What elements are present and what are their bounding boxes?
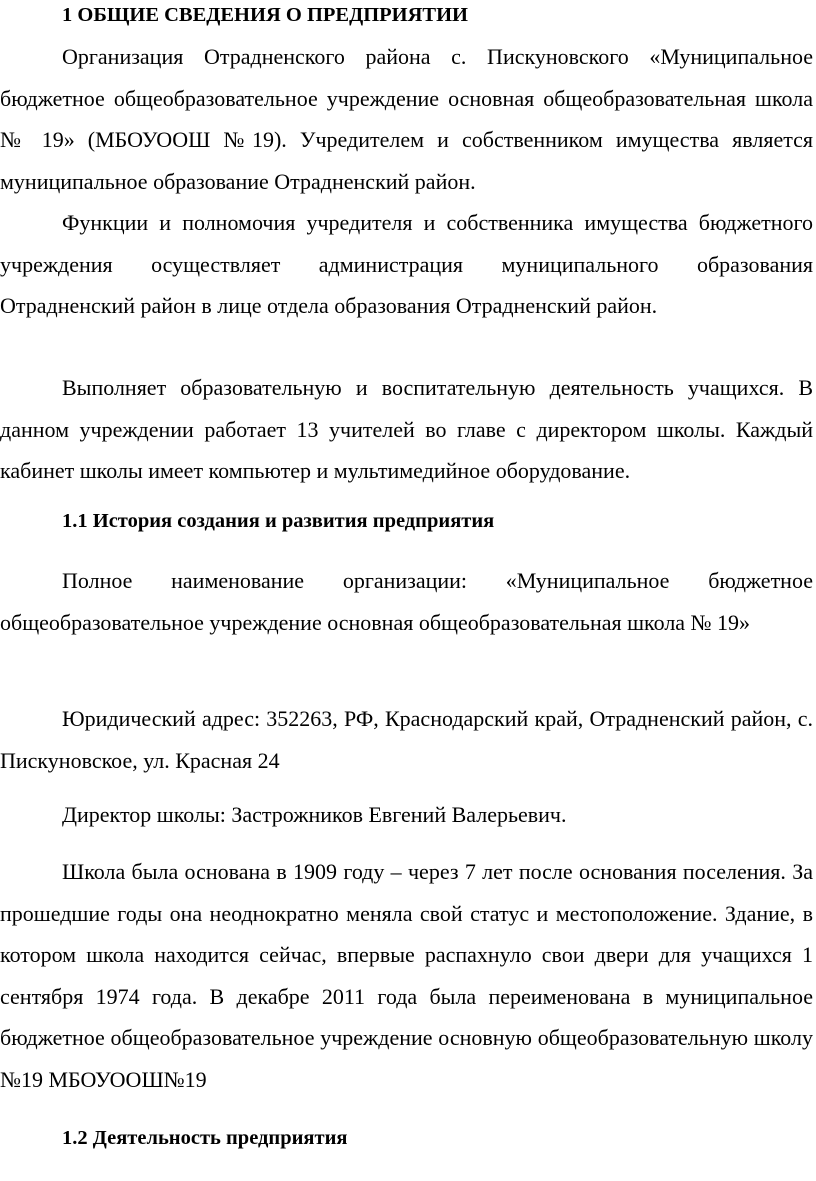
paragraph-director: Директор школы: Застрожников Евгений Валерьевич. [62, 802, 567, 827]
section-heading-activity: 1.2 Деятельность предприятия [62, 1127, 348, 1149]
paragraph-organization: Организация Отрадненского района с. Пискуновского «Муниципальное бюджетное общеобразовательное учреждение основная общеобразовательная школа № 19» (МБОУООШ №19). Учредителем и собственником имущества является муниципальное образование Отрадненский район. [0, 44, 813, 194]
paragraph-full-name: Полное наименование организации: «Муниципальное бюджетное общеобразовательное учреждение основная общеобразовательная школа № 19» [0, 568, 813, 635]
paragraph-legal-address: Юридический адрес: 352263, РФ, Краснодарский край, Отрадненский район, с. Пискуновское, ул. Красная 24 [0, 706, 813, 773]
section-heading-history: 1.1 История создания и развития предприятия [62, 510, 495, 532]
section-heading-general-info: 1 ОБЩИЕ СВЕДЕНИЯ О ПРЕДПРИЯТИИ [62, 4, 468, 26]
paragraph-school-history: Школа была основана в 1909 году – через 7 лет после основания поселения. За прошедшие годы она неоднократно меняла свой статус и местоположение. Здание, в котором школа находится сейчас, впервые распахнуло свои двери для учащихся 1 сентября 1974 года. В декабре 2011 года была переименована в муниципальное бюджетное общеобразовательное учреждение основную общеобразовательную школу №19 МБОУООШ№19 [0, 859, 813, 1092]
paragraph-founder-functions: Функции и полномочия учредителя и собственника имущества бюджетного учреждения осуществляет администрация муниципального образования Отрадненский район в лице отдела образования Отрадненский район. [0, 210, 813, 318]
paragraph-activity: Выполняет образовательную и воспитательную деятельность учащихся. В данном учреждении работает 13 учителей во главе с директором школы. Каждый кабинет школы имеет компьютер и мультимедийное оборудование. [0, 375, 813, 483]
